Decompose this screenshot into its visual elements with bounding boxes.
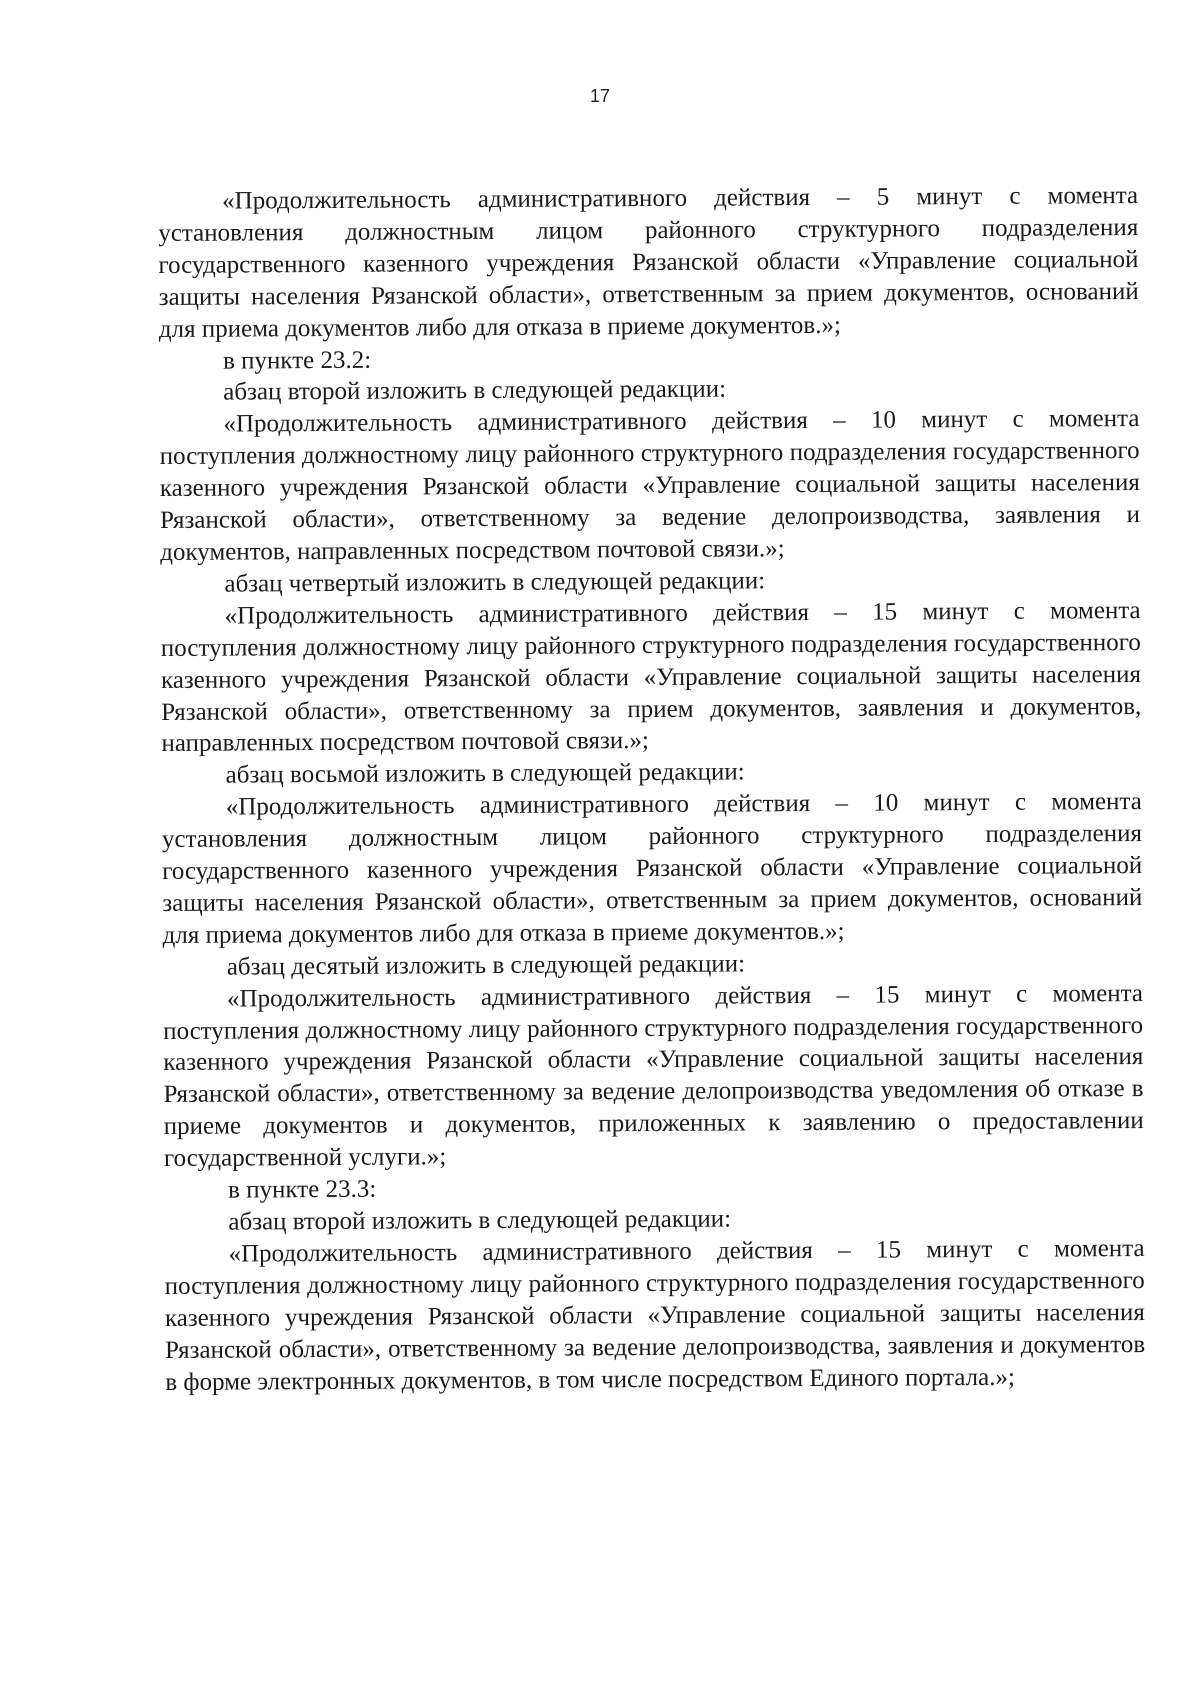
paragraph-9: абзац десятый изложить в следующей редакции: xyxy=(226,950,746,981)
paragraph-6: «Продолжительность административного действия – 15 минут с момента поступления должностному лицу районного структурного подразделения государственного казенного учреждения Рязанской области «Управление социальной защиты населения Рязанской области», ответственному за прием документов, заявления и документов, направленных посредством почтовой связи.»; xyxy=(160,596,1142,758)
paragraph-12: абзац второй изложить в следующей редакции: xyxy=(228,1205,732,1236)
paragraph-3: абзац второй изложить в следующей редакции: xyxy=(223,375,727,407)
paragraph-1: «Продолжительность административного действия – 5 минут с момента установления должностным лицом районного структурного подразделения государственного казенного учреждения Рязанской области «Управление социальной защиты населения Рязанской области», ответственным за прием документов, оснований для приема документов либо для отказа в приеме документов.»; xyxy=(158,182,1139,343)
paragraph-11: в пункте 23.3: xyxy=(228,1175,377,1204)
paragraph-10: «Продолжительность административного действия – 15 минут с момента поступления должностному лицу районного структурного подразделения государственного казенного учреждения Рязанской области «Управление социальной защиты населения Рязанской области», ответственному за ведение делопроизводства уведомления об отказе в приеме документов и документов, приложенных к заявлению о предоставлении государственной услуги.»; xyxy=(163,979,1144,1173)
paragraph-2: в пункте 23.2: xyxy=(222,346,372,375)
paragraph-5: абзац четвертый изложить в следующей редакции: xyxy=(224,567,766,598)
page-number: 17 xyxy=(589,86,611,106)
paragraph-4: «Продолжительность административного действия – 10 минут с момента поступления должностному лицу районного структурного подразделения государственного казенного учреждения Рязанской области «Управление социальной защиты населения Рязанской области», ответственному за ведение делопроизводства, заявления и документов, направленных посредством почтовой связи.»; xyxy=(159,405,1141,566)
document-body xyxy=(158,180,1145,1398)
paragraph-13: «Продолжительность административного действия – 15 минут с момента поступления должностному лицу районного структурного подразделения государственного казенного учреждения Рязанской области «Управление социальной защиты населения Рязанской области», ответственному за ведение делопроизводства, заявления и документов в форме электронных документов, в том числе посредством Единого портала.»; xyxy=(164,1234,1146,1396)
paragraph-7: абзац восьмой изложить в следующей редакции: xyxy=(225,758,745,789)
paragraph-8: «Продолжительность административного действия – 10 минут с момента установления должностным лицом районного структурного подразделения государственного казенного учреждения Рязанской области «Управление социальной защиты населения Рязанской области», ответственным за прием документов, оснований для приема документов либо для отказа в приеме документов.»; xyxy=(161,788,1143,949)
